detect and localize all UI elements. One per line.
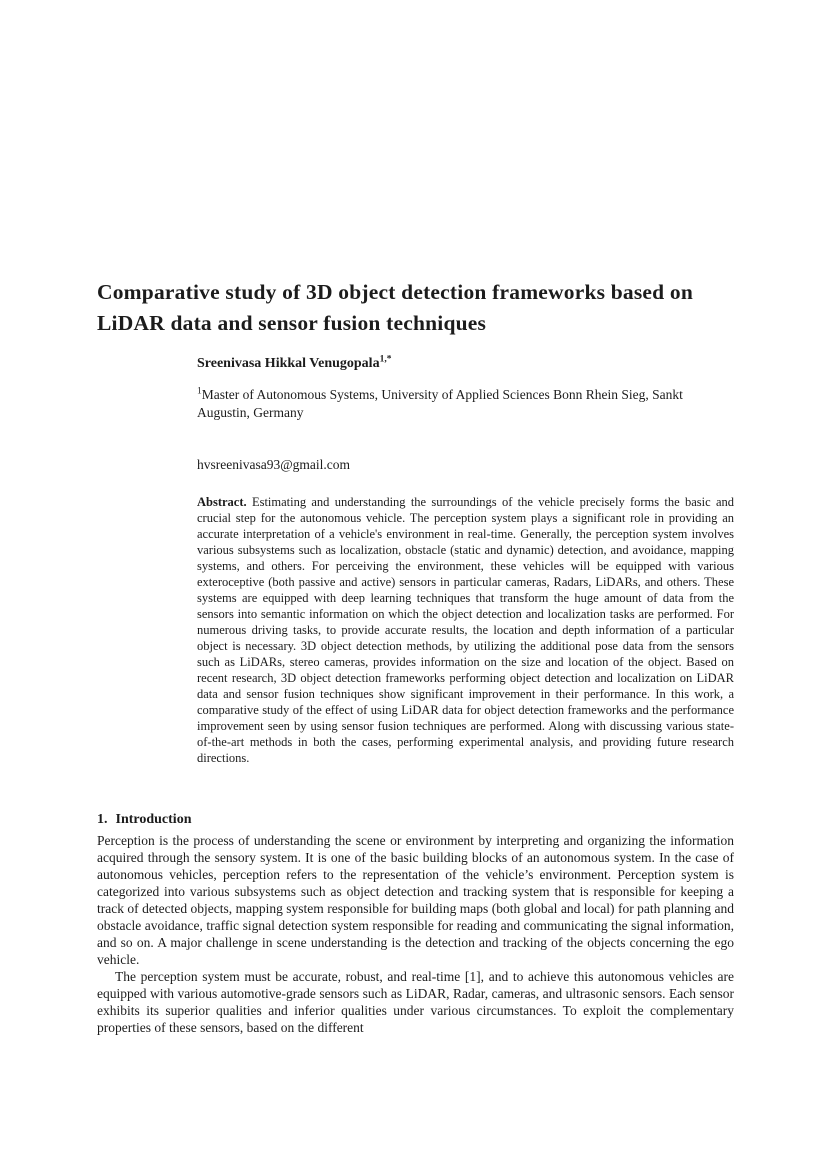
section-heading-introduction (97, 811, 191, 829)
abstract-text: Estimating and understanding the surroundings of the vehicle precisely forms the basic and crucial step for the autonomous vehicle. The perception system plays a significant role in providing an accurate interpretation of a vehicle's environment in real-time. Generally, the perception system involves various subsystems such as localization, obstacle (static and dynamic) detection, and avoidance, mapping systems, and others. For perceiving the environment, these vehicles will be equipped with various exteroceptive (both passive and active) sensors in particular cameras, Radars, LiDARs, and others. These systems are equipped with deep learning techniques that transform the huge amount of data from the sensors into semantic information on which the object detection and localization tasks are performed. For numerous driving tasks, to provide accurate results, the location and depth information of a particular object is necessary. 3D object detection methods, by utilizing the additional pose data from the sensors such as LiDARs, stereo cameras, provides information on the size and location of the object. Based on recent research, 3D object detection frameworks performing object detection and localization on LiDAR data and sensor fusion techniques show significant improvement in their performance. In this work, a comparative study of the effect of using LiDAR data for object detection frameworks and the performance improvement seen by using sensor fusion techniques are performed. Along with discussing various state-of-the-art methods in both the cases, performing experimental analysis, and providing future research directions. (197, 495, 735, 765)
author-name-text: Sreenivasa Hikkal Venugopala (197, 356, 380, 371)
introduction-body (97, 832, 734, 1036)
section-title: Introduction (115, 812, 192, 827)
paper-title: Comparative study of 3D object detection frameworks based on LiDAR data and sensor fusion techniques (97, 280, 694, 336)
author-email: hvsreenivasa93@gmail.com (197, 457, 351, 472)
author-block (197, 355, 742, 421)
author-name (197, 355, 742, 373)
affiliation (197, 386, 737, 421)
affiliation-superscript: 1 (197, 386, 202, 397)
abstract (197, 494, 734, 766)
section-number: 1. (97, 812, 108, 827)
affiliation-text: Master of Autonomous Systems, University of Applied Sciences Bonn Rhein Sieg, Sankt Augustin, Germany (197, 387, 683, 420)
author-superscript: 1,* (379, 354, 392, 365)
introduction-paragraph-2: The perception system must be accurate, robust, and real-time [1], and to achieve this autonomous vehicles are equipped with various automotive-grade sensors such as LiDAR, Radar, cameras, and ultrasonic sensors. Each sensor exhibits its superior qualities and inferior qualities under various circumstances. To exploit the complementary properties of these sensors, based on the different (97, 969, 734, 1035)
introduction-paragraph-1: Perception is the process of understanding the scene or environment by interpreting and organizing the information acquired through the sensory system. It is one of the basic building blocks of an autonomous system. In the case of autonomous vehicles, perception refers to the representation of the vehicle’s environment. Perception system is categorized into various subsystems such as object detection and tracking system that is responsible for keeping a track of detected objects, mapping system responsible for building maps (both global and local) for path planning and obstacle avoidance, traffic signal detection system responsible for reading and communicating the signal information, and so on. A major challenge in scene understanding is the detection and tracking of the objects concerning the ego vehicle. (97, 833, 734, 967)
abstract-label: Abstract. (197, 495, 247, 509)
